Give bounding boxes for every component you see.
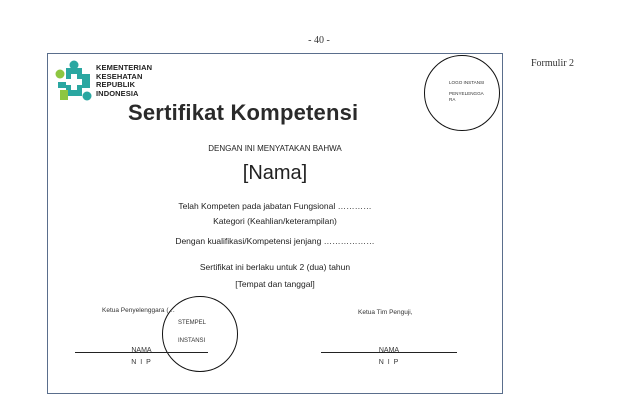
page-number: - 40 - bbox=[308, 35, 330, 46]
institution-logo-text bbox=[449, 77, 484, 105]
stamp-line: INSTANSI bbox=[178, 338, 206, 344]
kemenkes-logo-icon bbox=[54, 60, 94, 102]
place-date-line: [Tempat dan tanggal] bbox=[235, 279, 315, 289]
ministry-name bbox=[96, 64, 152, 98]
recipient-name: [Nama] bbox=[242, 162, 308, 184]
seal-line: RA bbox=[449, 97, 456, 102]
organizer-chair-label: Ketua Penyelenggara (… bbox=[102, 307, 175, 314]
signer-name-right: NAMA bbox=[378, 347, 400, 354]
signer-nip-left: N I P bbox=[131, 359, 152, 366]
seal-line: LOGO INSTANSI bbox=[449, 80, 485, 85]
stamp-text bbox=[178, 314, 206, 350]
declaration-text: DENGAN INI MENYATAKAN BAHWA bbox=[208, 144, 342, 153]
ministry-line: INDONESIA bbox=[96, 88, 139, 98]
competence-line: Telah Kompeten pada jabatan Fungsional ………… bbox=[178, 201, 372, 211]
ministry-line: REPUBLIK bbox=[96, 80, 136, 89]
category-line: Kategori (Keahlian/keterampilan) bbox=[213, 216, 337, 226]
ministry-line: KESEHATAN bbox=[96, 71, 143, 81]
form-label: Formulir 2 bbox=[531, 58, 575, 69]
signer-nip-right: N I P bbox=[378, 359, 400, 366]
validity-line: Sertifikat ini berlaku untuk 2 (dua) tahun bbox=[199, 262, 351, 272]
stamp-line: STEMPEL bbox=[178, 320, 207, 326]
seal-line: PENYELENGGA bbox=[449, 91, 484, 96]
ministry-line: KEMENTERIAN bbox=[96, 63, 153, 72]
certificate-title: Sertifikat Kompetensi bbox=[128, 100, 359, 125]
qualification-line: Dengan kualifikasi/Kompetensi jenjang ……………… bbox=[175, 236, 375, 246]
signer-name-left: NAMA bbox=[131, 347, 152, 354]
examiner-chair-label: Ketua Tim Penguji, bbox=[358, 309, 413, 316]
